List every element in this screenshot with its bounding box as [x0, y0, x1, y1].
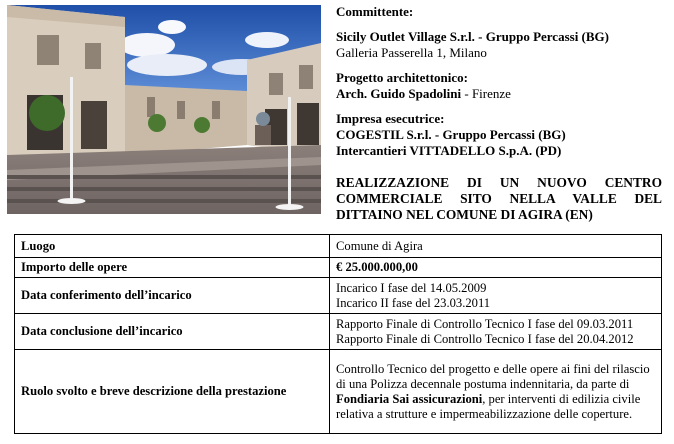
progetto-label: Progetto architettonico:	[336, 70, 468, 85]
project-details-table	[14, 234, 662, 434]
project-info	[336, 4, 666, 159]
ruolo-insurer: Fondiaria Sai assicurazioni	[336, 391, 483, 406]
table-row	[15, 314, 662, 350]
committente-address: Galleria Passerella 1, Milano	[336, 45, 487, 60]
committente-label: Committente:	[336, 4, 414, 19]
conclusione-line-2: Rapporto Finale di Controllo Tecnico I fase del 20.04.2012	[336, 331, 634, 346]
importo-value: € 25.000.000,00	[330, 258, 662, 278]
conclusione-line-1: Rapporto Finale di Controllo Tecnico I fase del 09.03.2011	[336, 316, 634, 331]
luogo-value: Comune di Agira	[330, 235, 662, 258]
ruolo-text-b: , per interventi di edilizia civile relativa a strutture e impermeabilizzazione delle coperture.	[336, 391, 641, 421]
importo-label: Importo delle opere	[15, 258, 330, 278]
conferimento-line-2: Incarico II fase del 23.03.2011	[336, 295, 491, 310]
conferimento-label: Data conferimento dell’incarico	[15, 278, 330, 314]
ruolo-text-a: Controllo Tecnico del progetto e delle opere ai fini del rilascio di una Polizza decennale postuma indennitaria, da parte di	[336, 361, 650, 391]
architect-city: - Firenze	[461, 86, 511, 101]
table-row	[15, 350, 662, 434]
conclusione-label: Data conclusione dell’incarico	[15, 314, 330, 350]
outlet-village-photo	[7, 5, 321, 214]
conferimento-line-1: Incarico I fase del 14.05.2009	[336, 280, 487, 295]
impresa-line-1: COGESTIL S.r.l. - Gruppo Percassi (BG)	[336, 127, 566, 142]
luogo-label: Luogo	[15, 235, 330, 258]
table-row	[15, 278, 662, 314]
architect-name: Arch. Guido Spadolini	[336, 86, 462, 101]
table-row	[15, 235, 662, 258]
committente-name: Sicily Outlet Village S.r.l. - Gruppo Percassi (BG)	[336, 29, 609, 44]
impresa-line-2: Intercantieri VITTADELLO S.p.A. (PD)	[336, 143, 562, 158]
impresa-label: Impresa esecutrice:	[336, 111, 445, 126]
ruolo-description	[330, 350, 662, 434]
project-title: REALIZZAZIONE DI UN NUOVO CENTRO COMMERCIALE SITO NELLA VALLE DEL DITTAINO NEL COMUNE DI AGIRA (EN)	[336, 175, 662, 222]
ruolo-label: Ruolo svolto e breve descrizione della prestazione	[15, 350, 330, 434]
table-row	[15, 258, 662, 278]
